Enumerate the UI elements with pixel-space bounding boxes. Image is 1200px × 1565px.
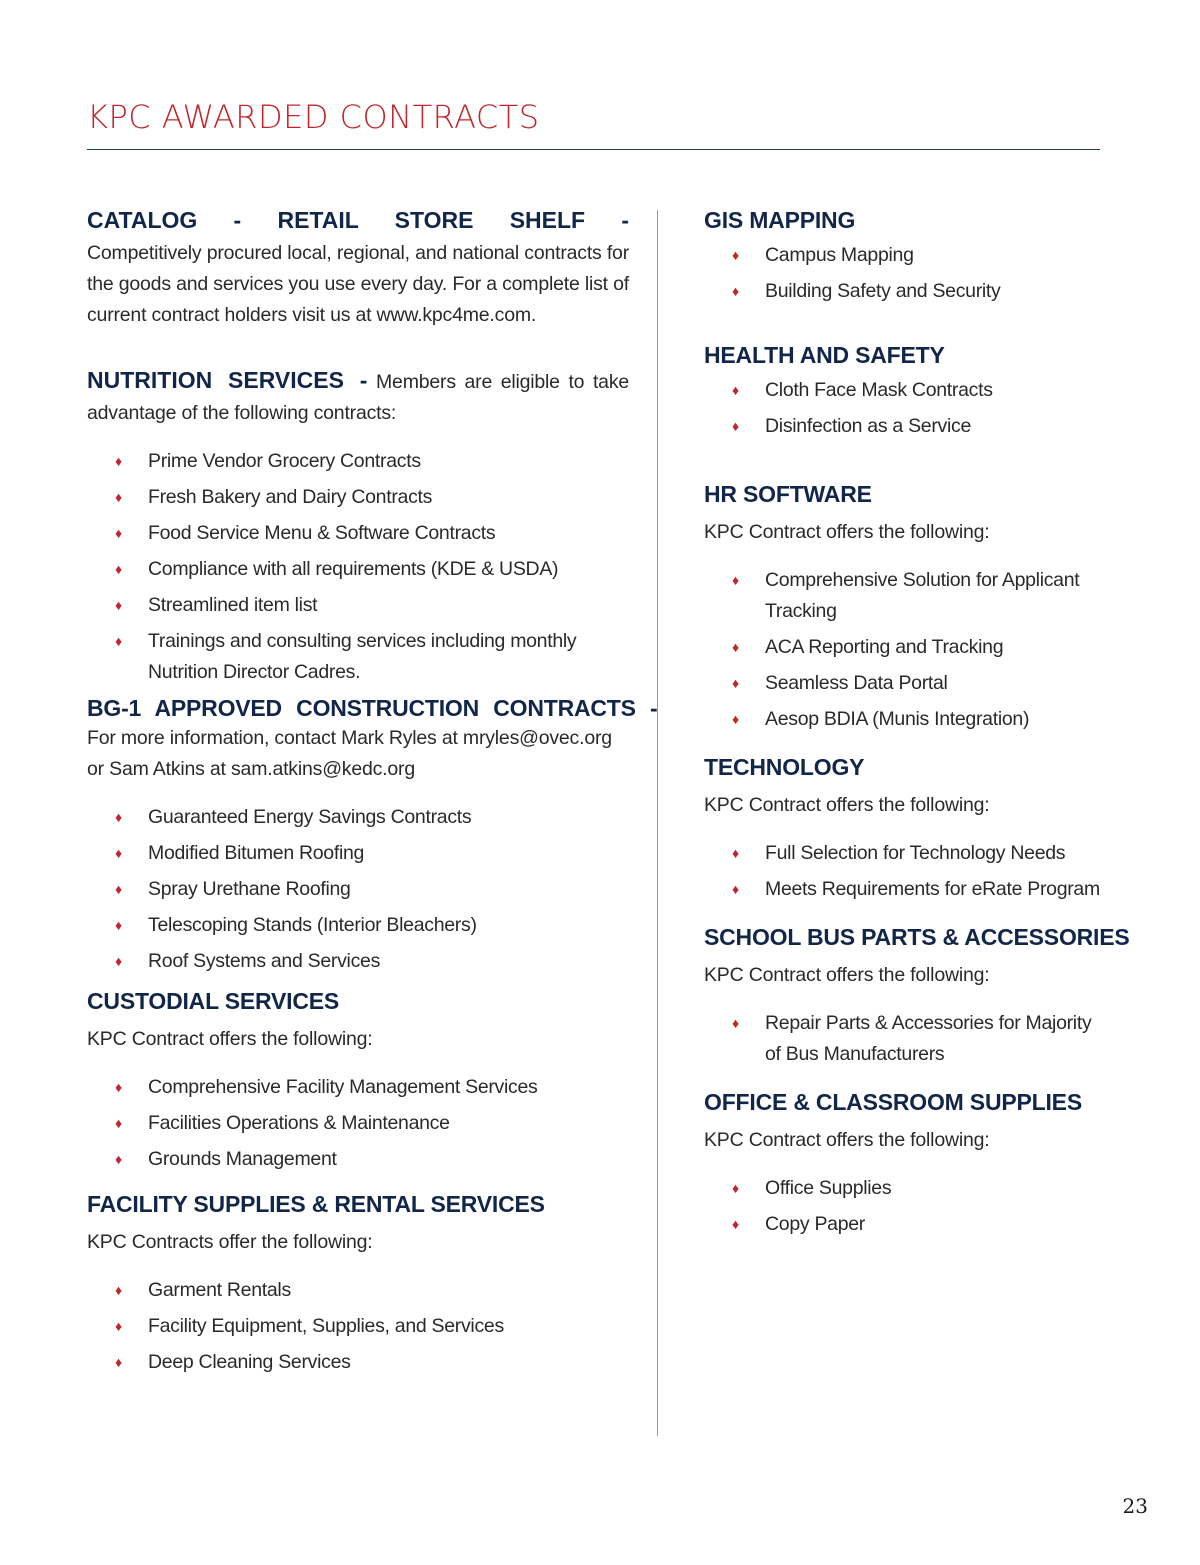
diamond-icon: ♦	[732, 639, 739, 655]
technology-text: KPC Contract offers the following:	[704, 794, 990, 816]
list-item-text: Compliance with all requirements (KDE & USDA)	[148, 558, 559, 580]
list-item-text: Building Safety and Security	[765, 280, 1001, 302]
custodial-list	[87, 1072, 629, 1175]
list-item-text: Facility Equipment, Supplies, and Services	[148, 1315, 504, 1337]
diamond-icon: ♦	[115, 633, 122, 649]
list-item-text: Comprehensive Facility Management Services	[148, 1076, 538, 1098]
list-item	[704, 375, 1104, 406]
diamond-icon: ♦	[115, 1151, 122, 1167]
section-nutrition	[87, 365, 629, 688]
hr-heading: HR SOFTWARE	[704, 481, 872, 507]
page-number: 23	[1122, 1494, 1148, 1518]
diamond-icon: ♦	[732, 1180, 739, 1196]
bus-text: KPC Contract offers the following:	[704, 964, 990, 986]
list-item	[87, 946, 629, 977]
list-item	[704, 668, 1104, 699]
diamond-icon: ♦	[115, 809, 122, 825]
diamond-icon: ♦	[115, 453, 122, 469]
diamond-icon: ♦	[732, 711, 739, 727]
bus-heading: SCHOOL BUS PARTS & ACCESSORIES	[704, 924, 1130, 950]
list-item	[87, 1311, 629, 1342]
list-item-text: Fresh Bakery and Dairy Contracts	[148, 486, 433, 508]
nutrition-list	[87, 446, 629, 688]
list-item	[704, 632, 1104, 663]
page-title: KPC AWARDED CONTRACTS	[87, 98, 540, 136]
catalog-heading: CATALOG - RETAIL STORE SHELF -	[87, 207, 629, 233]
nutrition-text: Members are eligible to take advantage of the following contracts:	[87, 371, 630, 424]
list-item-text: Campus Mapping	[765, 244, 914, 266]
section-facility	[87, 1189, 629, 1378]
list-item-text: Prime Vendor Grocery Contracts	[148, 450, 421, 472]
list-item	[704, 1008, 1104, 1070]
diamond-icon: ♦	[115, 1115, 122, 1131]
nutrition-heading: NUTRITION SERVICES -	[87, 367, 368, 393]
diamond-icon: ♦	[732, 845, 739, 861]
technology-heading: TECHNOLOGY	[704, 754, 865, 780]
list-item-text: Copy Paper	[765, 1213, 865, 1235]
list-item	[87, 554, 629, 585]
diamond-icon: ♦	[115, 1282, 122, 1298]
section-bus	[704, 922, 1130, 1070]
section-hr	[704, 479, 1104, 735]
diamond-icon: ♦	[732, 382, 739, 398]
list-item	[87, 1144, 629, 1175]
diamond-icon: ♦	[115, 845, 122, 861]
diamond-icon: ♦	[115, 489, 122, 505]
list-item-text: Modified Bitumen Roofing	[148, 842, 365, 864]
list-item	[87, 838, 629, 869]
gis-heading: GIS MAPPING	[704, 207, 856, 233]
diamond-icon: ♦	[115, 525, 122, 541]
list-item	[87, 874, 629, 905]
diamond-icon: ♦	[115, 561, 122, 577]
section-custodial	[87, 986, 629, 1175]
list-item	[87, 626, 629, 688]
section-office	[704, 1087, 1104, 1240]
health-heading: HEALTH AND SAFETY	[704, 342, 945, 368]
list-item-text: Disinfection as a Service	[765, 415, 972, 437]
hr-list	[704, 565, 1104, 735]
diamond-icon: ♦	[732, 418, 739, 434]
list-item-text: Food Service Menu & Software Contracts	[148, 522, 496, 544]
list-item	[87, 1108, 629, 1139]
list-item-text: Meets Requirements for eRate Program	[765, 878, 1100, 900]
column-divider	[657, 210, 658, 1436]
diamond-icon: ♦	[115, 1079, 122, 1095]
list-item-text: Full Selection for Technology Needs	[765, 842, 1066, 864]
bg1-text: For more information, contact Mark Ryles at mryles@ovec.org or Sam Atkins at sam.atkins@kedc.org	[87, 727, 612, 780]
list-item	[87, 1072, 629, 1103]
diamond-icon: ♦	[115, 917, 122, 933]
list-item	[87, 446, 629, 477]
diamond-icon: ♦	[115, 1354, 122, 1370]
custodial-heading: CUSTODIAL SERVICES	[87, 988, 340, 1014]
list-item-text: Cloth Face Mask Contracts	[765, 379, 993, 401]
section-health	[704, 340, 1104, 442]
list-item	[87, 802, 629, 833]
bg1-list	[87, 802, 629, 977]
list-item-text: Office Supplies	[765, 1177, 892, 1199]
list-item	[704, 1173, 1104, 1204]
list-item-text: Trainings and consulting services including monthly Nutrition Director Cadres.	[148, 630, 577, 683]
office-heading: OFFICE & CLASSROOM SUPPLIES	[704, 1089, 1082, 1115]
bg1-heading: BG-1 APPROVED CONSTRUCTION CONTRACTS -	[87, 695, 658, 721]
list-item-text: Telescoping Stands (Interior Bleachers)	[148, 914, 477, 936]
diamond-icon: ♦	[115, 953, 122, 969]
catalog-paragraph	[87, 205, 629, 331]
technology-list	[704, 838, 1104, 905]
facility-heading: FACILITY SUPPLIES & RENTAL SERVICES	[87, 1191, 545, 1217]
section-catalog	[87, 205, 629, 331]
list-item-text: Repair Parts & Accessories for Majority of Bus Manufacturers	[765, 1012, 1092, 1065]
health-list	[704, 375, 1104, 442]
list-item	[704, 1209, 1104, 1240]
diamond-icon: ♦	[732, 675, 739, 691]
diamond-icon: ♦	[115, 881, 122, 897]
list-item-text: Deep Cleaning Services	[148, 1351, 351, 1373]
list-item	[704, 565, 1104, 627]
list-item-text: Spray Urethane Roofing	[148, 878, 351, 900]
diamond-icon: ♦	[732, 1015, 739, 1031]
diamond-icon: ♦	[115, 597, 122, 613]
list-item-text: Comprehensive Solution for Applicant Tracking	[765, 569, 1080, 622]
nutrition-paragraph	[87, 365, 629, 429]
list-item-text: Guaranteed Energy Savings Contracts	[148, 806, 472, 828]
diamond-icon: ♦	[732, 572, 739, 588]
right-column	[704, 205, 1130, 1245]
left-column	[87, 205, 658, 1383]
diamond-icon: ♦	[732, 881, 739, 897]
office-text: KPC Contract offers the following:	[704, 1129, 990, 1151]
section-gis	[704, 205, 1104, 307]
list-item	[704, 838, 1104, 869]
title-divider	[87, 149, 1100, 150]
section-bg1	[87, 693, 658, 977]
facility-text: KPC Contracts offer the following:	[87, 1231, 373, 1253]
custodial-text: KPC Contract offers the following:	[87, 1028, 373, 1050]
list-item	[704, 411, 1104, 442]
list-item	[704, 704, 1104, 735]
office-list	[704, 1173, 1104, 1240]
list-item	[704, 276, 1104, 307]
list-item	[87, 590, 629, 621]
diamond-icon: ♦	[115, 1318, 122, 1334]
list-item	[87, 1347, 629, 1378]
facility-list	[87, 1275, 629, 1378]
list-item	[704, 874, 1104, 905]
diamond-icon: ♦	[732, 283, 739, 299]
list-item-text: ACA Reporting and Tracking	[765, 636, 1004, 658]
diamond-icon: ♦	[732, 247, 739, 263]
list-item	[704, 240, 1104, 271]
bus-list	[704, 1008, 1104, 1070]
list-item	[87, 910, 629, 941]
list-item	[87, 482, 629, 513]
list-item-text: Aesop BDIA (Munis Integration)	[765, 708, 1030, 730]
list-item-text: Facilities Operations & Maintenance	[148, 1112, 450, 1134]
list-item-text: Garment Rentals	[148, 1279, 291, 1301]
hr-text: KPC Contract offers the following:	[704, 521, 990, 543]
list-item	[87, 518, 629, 549]
list-item-text: Grounds Management	[148, 1148, 337, 1170]
list-item-text: Roof Systems and Services	[148, 950, 381, 972]
gis-list	[704, 240, 1104, 307]
catalog-text: Competitively procured local, regional, and national contracts for the goods and services you use every day. For a complete list of current contract holders visit us at www.kpc4me.com.	[87, 242, 629, 326]
section-technology	[704, 752, 1104, 905]
list-item-text: Seamless Data Portal	[765, 672, 948, 694]
diamond-icon: ♦	[732, 1216, 739, 1232]
list-item	[87, 1275, 629, 1306]
list-item-text: Streamlined item list	[148, 594, 318, 616]
